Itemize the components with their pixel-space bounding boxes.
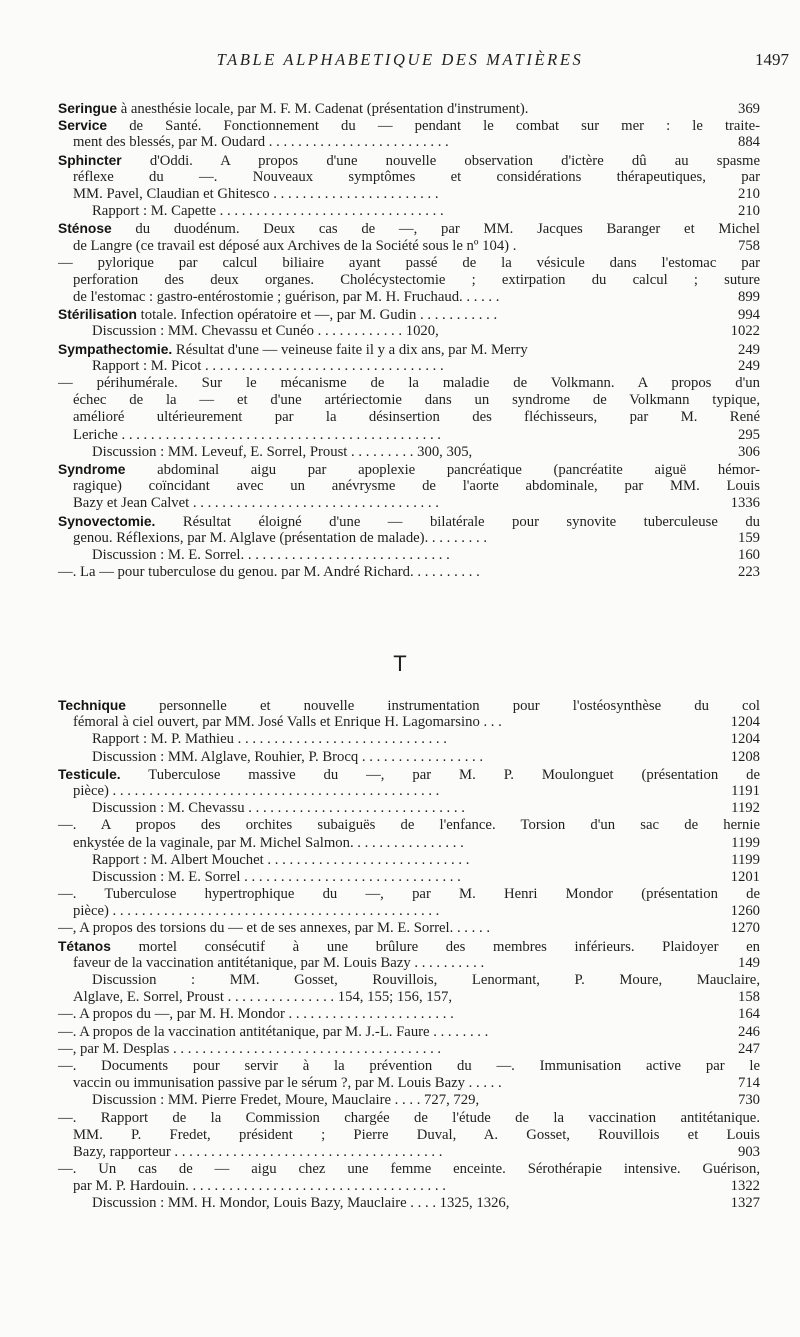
entry-text bbox=[58, 1161, 760, 1178]
entry-body: ment des blessés, par M. Oudard . . . . . . . . . . . . . . . . . . . . . . . . . bbox=[73, 134, 449, 151]
entry-line bbox=[58, 800, 760, 817]
entry-body: enkystée de la vaginale, par M. Michel Salmon. . . . . . . . . . . . . . . . bbox=[73, 834, 464, 851]
entry-text bbox=[58, 1041, 718, 1058]
entry-body: réflexe du —. Nouveaux symptômes et considérations thérapeutiques, par bbox=[73, 168, 760, 185]
page-reference: 994 bbox=[737, 307, 760, 324]
entry-line bbox=[58, 1127, 760, 1144]
entry-body: Discussion : MM. Leveuf, E. Sorrel, Proust . . . . . . . . . 300, 305, bbox=[92, 443, 473, 460]
entry-text bbox=[73, 169, 760, 186]
entry-text bbox=[73, 1178, 718, 1195]
entry-line bbox=[58, 1006, 760, 1023]
index-entry bbox=[58, 1161, 760, 1213]
page-reference: 884 bbox=[737, 134, 760, 151]
page-number: 1497 bbox=[755, 50, 789, 69]
entry-line bbox=[58, 714, 760, 731]
entry-body: vaccin ou immunisation passive par le sérum ?, par M. Louis Bazy . . . . . bbox=[73, 1075, 502, 1092]
entry-text bbox=[92, 444, 718, 461]
entry-text bbox=[73, 530, 718, 547]
entry-line bbox=[58, 817, 760, 834]
entry-text bbox=[92, 731, 718, 748]
entry-line bbox=[58, 427, 760, 444]
entry-line bbox=[58, 1024, 760, 1041]
entry-line bbox=[58, 697, 760, 714]
entry-line bbox=[58, 886, 760, 903]
entry-text bbox=[92, 800, 718, 817]
entry-body: de Langre (ce travail est déposé aux Archives de la Société sous le nº 104) . bbox=[73, 237, 517, 254]
entry-text bbox=[58, 766, 760, 784]
page-reference: 210 bbox=[737, 185, 760, 202]
entry-body: MM. P. Fredet, président ; Pierre Duval, A. Gosset, Rouvillois et Louis bbox=[73, 1126, 760, 1143]
entry-line bbox=[58, 903, 760, 920]
entry-text bbox=[73, 1127, 760, 1144]
entry-line bbox=[58, 478, 760, 495]
section-s-entries bbox=[58, 100, 760, 581]
entry-line bbox=[58, 495, 760, 512]
entry-body: —. A propos du —, par M. H. Mondor . . . . . . . . . . . . . . . . . . . . . . . bbox=[58, 1006, 454, 1023]
entry-body: Rapport : M. Capette . . . . . . . . . . . . . . . . . . . . . . . . . . . . . . . bbox=[92, 203, 444, 220]
entry-body: par M. P. Hardouin. . . . . . . . . . . . . . . . . . . . . . . . . . . . . . . . . . . . bbox=[73, 1178, 446, 1195]
entry-body: —. A propos de la vaccination antitétanique, par M. J.-L. Faure . . . . . . . . bbox=[58, 1023, 489, 1040]
page-reference: 1201 bbox=[730, 868, 760, 885]
entry-body: Alglave, E. Sorrel, Proust . . . . . . . . . . . . . . . 154, 155; 156, 157, bbox=[73, 989, 452, 1006]
entry-heading: Sténose bbox=[58, 221, 112, 237]
index-entry bbox=[58, 100, 760, 117]
entry-line bbox=[58, 409, 760, 426]
entry-text bbox=[73, 1075, 718, 1092]
entry-text bbox=[73, 495, 718, 512]
index-entry bbox=[58, 1024, 760, 1041]
entry-text bbox=[92, 852, 718, 869]
entry-text bbox=[73, 134, 718, 151]
page-reference: 903 bbox=[737, 1143, 760, 1160]
entry-line bbox=[58, 255, 760, 272]
running-title: TABLE ALPHABETIQUE DES MATIÈRES bbox=[216, 50, 584, 69]
entry-body: Bazy, rapporteur . . . . . . . . . . . . . . . . . . . . . . . . . . . . . . . . . . . . . bbox=[73, 1143, 443, 1160]
entry-line bbox=[58, 972, 760, 989]
entry-heading: Technique bbox=[58, 698, 126, 713]
entry-body: échec de la — et d'une artériectomie dans un syndrome de Volkmann typique, bbox=[73, 392, 760, 409]
page-reference: 158 bbox=[737, 989, 760, 1006]
entry-body: —. Tuberculose hypertrophique du —, par M. Henri Mondor (présentation de bbox=[58, 886, 760, 903]
entry-body: perforation des deux organes. Cholécystectomie ; extirpation du calcul ; suture bbox=[73, 271, 760, 288]
index-entry bbox=[58, 938, 760, 1007]
index-entry bbox=[58, 255, 760, 307]
entry-line bbox=[58, 731, 760, 748]
entry-body: Discussion : MM. Gosset, Rouvillois, Lenormant, P. Moure, Mauclaire, bbox=[92, 972, 760, 988]
entry-line bbox=[58, 117, 760, 134]
entry-text bbox=[58, 100, 718, 118]
entry-body: Résultat éloigné d'une — bilatérale pour synovite tuberculeuse du bbox=[182, 513, 760, 530]
index-entry bbox=[58, 564, 760, 581]
page-reference: 1336 bbox=[730, 495, 760, 512]
section-t-entries bbox=[58, 697, 760, 1213]
index-entry bbox=[58, 1006, 760, 1023]
entry-text bbox=[92, 1092, 718, 1109]
entry-body: pièce) . . . . . . . . . . . . . . . . . . . . . . . . . . . . . . . . . . . . . . . . . . . . . bbox=[73, 782, 440, 799]
entry-body: Rapport : M. Picot . . . . . . . . . . . . . . . . . . . . . . . . . . . . . . . . . bbox=[92, 357, 444, 374]
page-reference: 210 bbox=[737, 203, 760, 220]
entry-line bbox=[58, 1161, 760, 1178]
page-reference: 758 bbox=[737, 237, 760, 254]
page-reference: 1322 bbox=[730, 1178, 760, 1195]
index-entry bbox=[58, 1058, 760, 1110]
page-reference: 1199 bbox=[731, 851, 760, 868]
entry-line bbox=[58, 289, 760, 306]
entry-heading: Synovectomie. bbox=[58, 513, 156, 529]
entry-heading: Tétanos bbox=[58, 938, 111, 954]
index-entry bbox=[58, 886, 760, 920]
page-reference: 249 bbox=[737, 357, 760, 374]
entry-body: d'Oddi. A propos d'une nouvelle observation d'ictère dû au spasme bbox=[149, 152, 760, 169]
entry-text bbox=[58, 152, 760, 170]
entry-text bbox=[58, 886, 760, 903]
entry-body: du duodénum. Deux cas de —, par MM. Jacques Baranger et Michel bbox=[135, 221, 760, 238]
index-entry bbox=[58, 152, 760, 221]
entry-body: pièce) . . . . . . . . . . . . . . . . . . . . . . . . . . . . . . . . . . . . . . . . . . . . . bbox=[73, 903, 440, 920]
entry-line bbox=[58, 835, 760, 852]
index-entry bbox=[58, 513, 760, 565]
entry-body: fémoral à ciel ouvert, par MM. José Valls et Enrique H. Lagomarsino . . . bbox=[73, 714, 502, 731]
page-reference: 246 bbox=[737, 1023, 760, 1040]
entry-text bbox=[92, 358, 718, 375]
entry-body: —. La — pour tuberculose du genou. par M. André Richard. . . . . . . . . . bbox=[58, 564, 480, 581]
entry-body: amélioré ultérieurement par la désinsertion des fléchisseurs, par M. René bbox=[73, 409, 760, 426]
entry-line bbox=[58, 392, 760, 409]
entry-body: Discussion : MM. Chevassu et Cunéo . . . . . . . . . . . . 1020, bbox=[92, 323, 439, 340]
entry-body: — périhumérale. Sur le mécanisme de la maladie de Volkmann. A propos d'un bbox=[58, 375, 760, 391]
entry-body: Discussion : MM. H. Mondor, Louis Bazy, Mauclaire . . . . 1325, 1326, bbox=[92, 1195, 510, 1212]
entry-line bbox=[58, 152, 760, 169]
index-entry bbox=[58, 1110, 760, 1162]
entry-line bbox=[58, 444, 760, 461]
entry-body: mortel consécutif à une brûlure des membres inférieurs. Plaidoyer en bbox=[138, 938, 760, 955]
index-entry bbox=[58, 306, 760, 340]
entry-heading: Service bbox=[58, 118, 108, 134]
entry-body: de Santé. Fonctionnement du — pendant le combat sur mer : le traite- bbox=[129, 118, 760, 135]
entry-body: Rapport : M. P. Mathieu . . . . . . . . . . . . . . . . . . . . . . . . . . . . . bbox=[92, 731, 447, 748]
entry-line bbox=[58, 358, 760, 375]
entry-text bbox=[58, 1110, 760, 1127]
page-reference: 1192 bbox=[731, 800, 760, 817]
entry-text bbox=[58, 564, 718, 581]
entry-body: totale. Infection opératoire et —, par M. Gudin . . . . . . . . . . . bbox=[140, 307, 498, 324]
entry-text bbox=[92, 323, 718, 340]
entry-body: Rapport : M. Albert Mouchet . . . . . . . . . . . . . . . . . . . . . . . . . . . . bbox=[92, 851, 470, 868]
entry-body: Résultat d'une — veineuse faite il y a dix ans, par M. Merry bbox=[175, 341, 528, 358]
page-reference: 160 bbox=[737, 546, 760, 563]
page-header bbox=[0, 50, 800, 72]
entry-text bbox=[73, 392, 760, 409]
entry-line bbox=[58, 852, 760, 869]
entry-line bbox=[58, 955, 760, 972]
page-reference: 1327 bbox=[730, 1195, 760, 1212]
entry-body: Bazy et Jean Calvet . . . . . . . . . . . . . . . . . . . . . . . . . . . . . . . . . . bbox=[73, 495, 439, 512]
entry-line bbox=[58, 564, 760, 581]
page-reference: 1199 bbox=[731, 834, 760, 851]
entry-body: —. Documents pour servir à la prévention du —. Immunisation active par le bbox=[58, 1057, 760, 1074]
entry-text bbox=[58, 938, 760, 956]
page-reference: 249 bbox=[737, 341, 760, 358]
entry-heading: Seringue bbox=[58, 101, 118, 116]
index-entry bbox=[58, 1041, 760, 1058]
entry-line bbox=[58, 169, 760, 186]
entry-line bbox=[58, 1041, 760, 1058]
page-reference: 1022 bbox=[730, 323, 760, 340]
section-letter: T bbox=[393, 651, 407, 676]
entry-line bbox=[58, 989, 760, 1006]
entry-line bbox=[58, 272, 760, 289]
entry-text bbox=[73, 1144, 718, 1161]
entry-body: à anesthésie locale, par M. F. M. Cadenat (présentation d'instrument). bbox=[120, 101, 529, 117]
entry-body: personnelle et nouvelle instrumentation pour l'ostéosynthèse du col bbox=[159, 698, 760, 714]
entry-line bbox=[58, 869, 760, 886]
entry-text bbox=[58, 817, 760, 834]
entry-body: de l'estomac : gastro-entérostomie ; guérison, par M. H. Fruchaud. . . . . . bbox=[73, 289, 500, 306]
entry-text bbox=[92, 972, 760, 989]
entry-line bbox=[58, 203, 760, 220]
page-reference: 223 bbox=[737, 564, 760, 581]
index-entry bbox=[58, 817, 760, 886]
entry-body: Discussion : M. E. Sorrel . . . . . . . . . . . . . . . . . . . . . . . . . . . . . . bbox=[92, 868, 461, 885]
index-entry bbox=[58, 375, 760, 461]
entry-body: —, A propos des torsions du — et de ses annexes, par M. E. Sorrel. . . . . . bbox=[58, 920, 491, 937]
entry-text bbox=[58, 920, 718, 937]
entry-body: —. Rapport de la Commission chargée de l'étude de la vaccination antitétanique. bbox=[58, 1109, 760, 1126]
entry-body: MM. Pavel, Claudian et Ghitesco . . . . . . . . . . . . . . . . . . . . . . . bbox=[73, 185, 439, 202]
entry-text bbox=[73, 238, 718, 255]
entry-text bbox=[73, 409, 760, 426]
entry-line bbox=[58, 547, 760, 564]
entry-body: Discussion : M. Chevassu . . . . . . . . . . . . . . . . . . . . . . . . . . . . . . bbox=[92, 800, 465, 817]
entry-line bbox=[58, 783, 760, 800]
entry-heading: Syndrome bbox=[58, 461, 126, 477]
entry-heading: Stérilisation bbox=[58, 307, 137, 323]
entry-text bbox=[73, 783, 718, 800]
entry-heading: Sphincter bbox=[58, 152, 122, 168]
page-reference: 247 bbox=[737, 1040, 760, 1057]
entry-heading: Testicule. bbox=[58, 766, 121, 782]
entry-body: genou. Réflexions, par M. Alglave (présentation de malade). . . . . . . . . bbox=[73, 529, 487, 546]
entry-line bbox=[58, 1195, 760, 1212]
page-reference: 1260 bbox=[730, 903, 760, 920]
entry-line bbox=[58, 134, 760, 151]
index-entry bbox=[58, 117, 760, 151]
entry-line bbox=[58, 920, 760, 937]
entry-line bbox=[58, 938, 760, 955]
index-entry bbox=[58, 220, 760, 254]
entry-line bbox=[58, 749, 760, 766]
entry-line bbox=[58, 238, 760, 255]
entry-text bbox=[73, 714, 718, 731]
entry-text bbox=[73, 989, 718, 1006]
entry-body: Leriche . . . . . . . . . . . . . . . . . . . . . . . . . . . . . . . . . . . . . . . . . . . . bbox=[73, 426, 441, 443]
entry-line bbox=[58, 1110, 760, 1127]
entry-line bbox=[58, 1075, 760, 1092]
entry-text bbox=[58, 255, 760, 272]
entry-body: Discussion : M. E. Sorrel. . . . . . . . . . . . . . . . . . . . . . . . . . . . . bbox=[92, 546, 450, 563]
entry-line bbox=[58, 1092, 760, 1109]
entry-line bbox=[58, 1144, 760, 1161]
entry-body: Tuberculose massive du —, par M. P. Moulonguet (présentation de bbox=[148, 766, 760, 783]
entry-text bbox=[58, 697, 760, 715]
entry-body: ragique) coïncidant avec un anévrysme de l'aorte abdominale, par MM. Louis bbox=[73, 478, 760, 495]
entry-line bbox=[58, 530, 760, 547]
entry-line bbox=[58, 1058, 760, 1075]
entry-line bbox=[58, 186, 760, 203]
page-reference: 306 bbox=[737, 443, 760, 460]
entry-line bbox=[58, 323, 760, 340]
entry-body: — pylorique par calcul biliaire ayant passé de la vésicule dans l'estomac par bbox=[58, 254, 760, 271]
page-reference: 730 bbox=[737, 1092, 760, 1109]
index-entry bbox=[58, 461, 760, 513]
page-reference: 295 bbox=[737, 426, 760, 443]
entry-text bbox=[58, 1058, 760, 1075]
index-entry bbox=[58, 697, 760, 766]
entry-body: Discussion : MM. Alglave, Rouhier, P. Brocq . . . . . . . . . . . . . . . . . bbox=[92, 748, 484, 765]
entry-line bbox=[58, 341, 760, 358]
page-reference: 899 bbox=[737, 289, 760, 306]
entry-body: —. A propos des orchites subaiguës de l'enfance. Torsion d'un sac de hernie bbox=[58, 817, 760, 834]
entry-text bbox=[58, 375, 760, 392]
entry-text bbox=[92, 749, 718, 766]
entry-body: —, par M. Desplas . . . . . . . . . . . . . . . . . . . . . . . . . . . . . . . . . . . . . bbox=[58, 1040, 442, 1057]
entry-text bbox=[58, 220, 760, 238]
entry-text bbox=[92, 1195, 718, 1212]
page-reference: 369 bbox=[737, 101, 760, 117]
index-entry bbox=[58, 766, 760, 818]
entry-text bbox=[73, 835, 718, 852]
entry-text bbox=[58, 513, 760, 531]
entry-text bbox=[73, 478, 760, 495]
entry-text bbox=[73, 289, 718, 306]
entry-text bbox=[58, 306, 718, 324]
entry-line bbox=[58, 513, 760, 530]
entry-body: abdominal aigu par apoplexie pancréatique (pancréatite aiguë hémor- bbox=[157, 461, 760, 478]
entry-body: Discussion : MM. Pierre Fredet, Moure, Mauclaire . . . . 727, 729, bbox=[92, 1092, 480, 1109]
entry-text bbox=[58, 1024, 718, 1041]
entry-text bbox=[73, 955, 718, 972]
index-entry bbox=[58, 920, 760, 937]
page-reference: 164 bbox=[737, 1006, 760, 1023]
page-reference: 714 bbox=[737, 1075, 760, 1092]
entry-heading: Sympathectomie. bbox=[58, 341, 173, 357]
page-reference: 1204 bbox=[730, 714, 760, 731]
entry-line bbox=[58, 766, 760, 783]
page-reference: 149 bbox=[737, 954, 760, 971]
entry-line bbox=[58, 461, 760, 478]
entry-line bbox=[58, 306, 760, 323]
page-reference: 1270 bbox=[730, 920, 760, 937]
entry-line bbox=[58, 375, 760, 392]
page-reference: 1208 bbox=[730, 748, 760, 765]
entry-body: faveur de la vaccination antitétanique, par M. Louis Bazy . . . . . . . . . . bbox=[73, 954, 485, 971]
entry-text bbox=[58, 341, 718, 359]
entry-line bbox=[58, 1178, 760, 1195]
entry-text bbox=[58, 117, 760, 135]
entry-text bbox=[73, 427, 718, 444]
page-reference: 1191 bbox=[731, 782, 760, 799]
entry-text bbox=[73, 186, 718, 203]
entry-text bbox=[58, 461, 760, 479]
entry-text bbox=[92, 869, 718, 886]
entry-text bbox=[92, 203, 718, 220]
entry-text bbox=[92, 547, 718, 564]
entry-text bbox=[58, 1006, 718, 1023]
entry-line bbox=[58, 220, 760, 237]
page-reference: 1204 bbox=[730, 731, 760, 748]
entry-text bbox=[73, 272, 760, 289]
index-entry bbox=[58, 341, 760, 375]
entry-line bbox=[58, 100, 760, 117]
entry-text bbox=[73, 903, 718, 920]
entry-body: —. Un cas de — aigu chez une femme enceinte. Sérothérapie intensive. Guérison, bbox=[58, 1161, 760, 1178]
page-reference: 159 bbox=[737, 529, 760, 546]
